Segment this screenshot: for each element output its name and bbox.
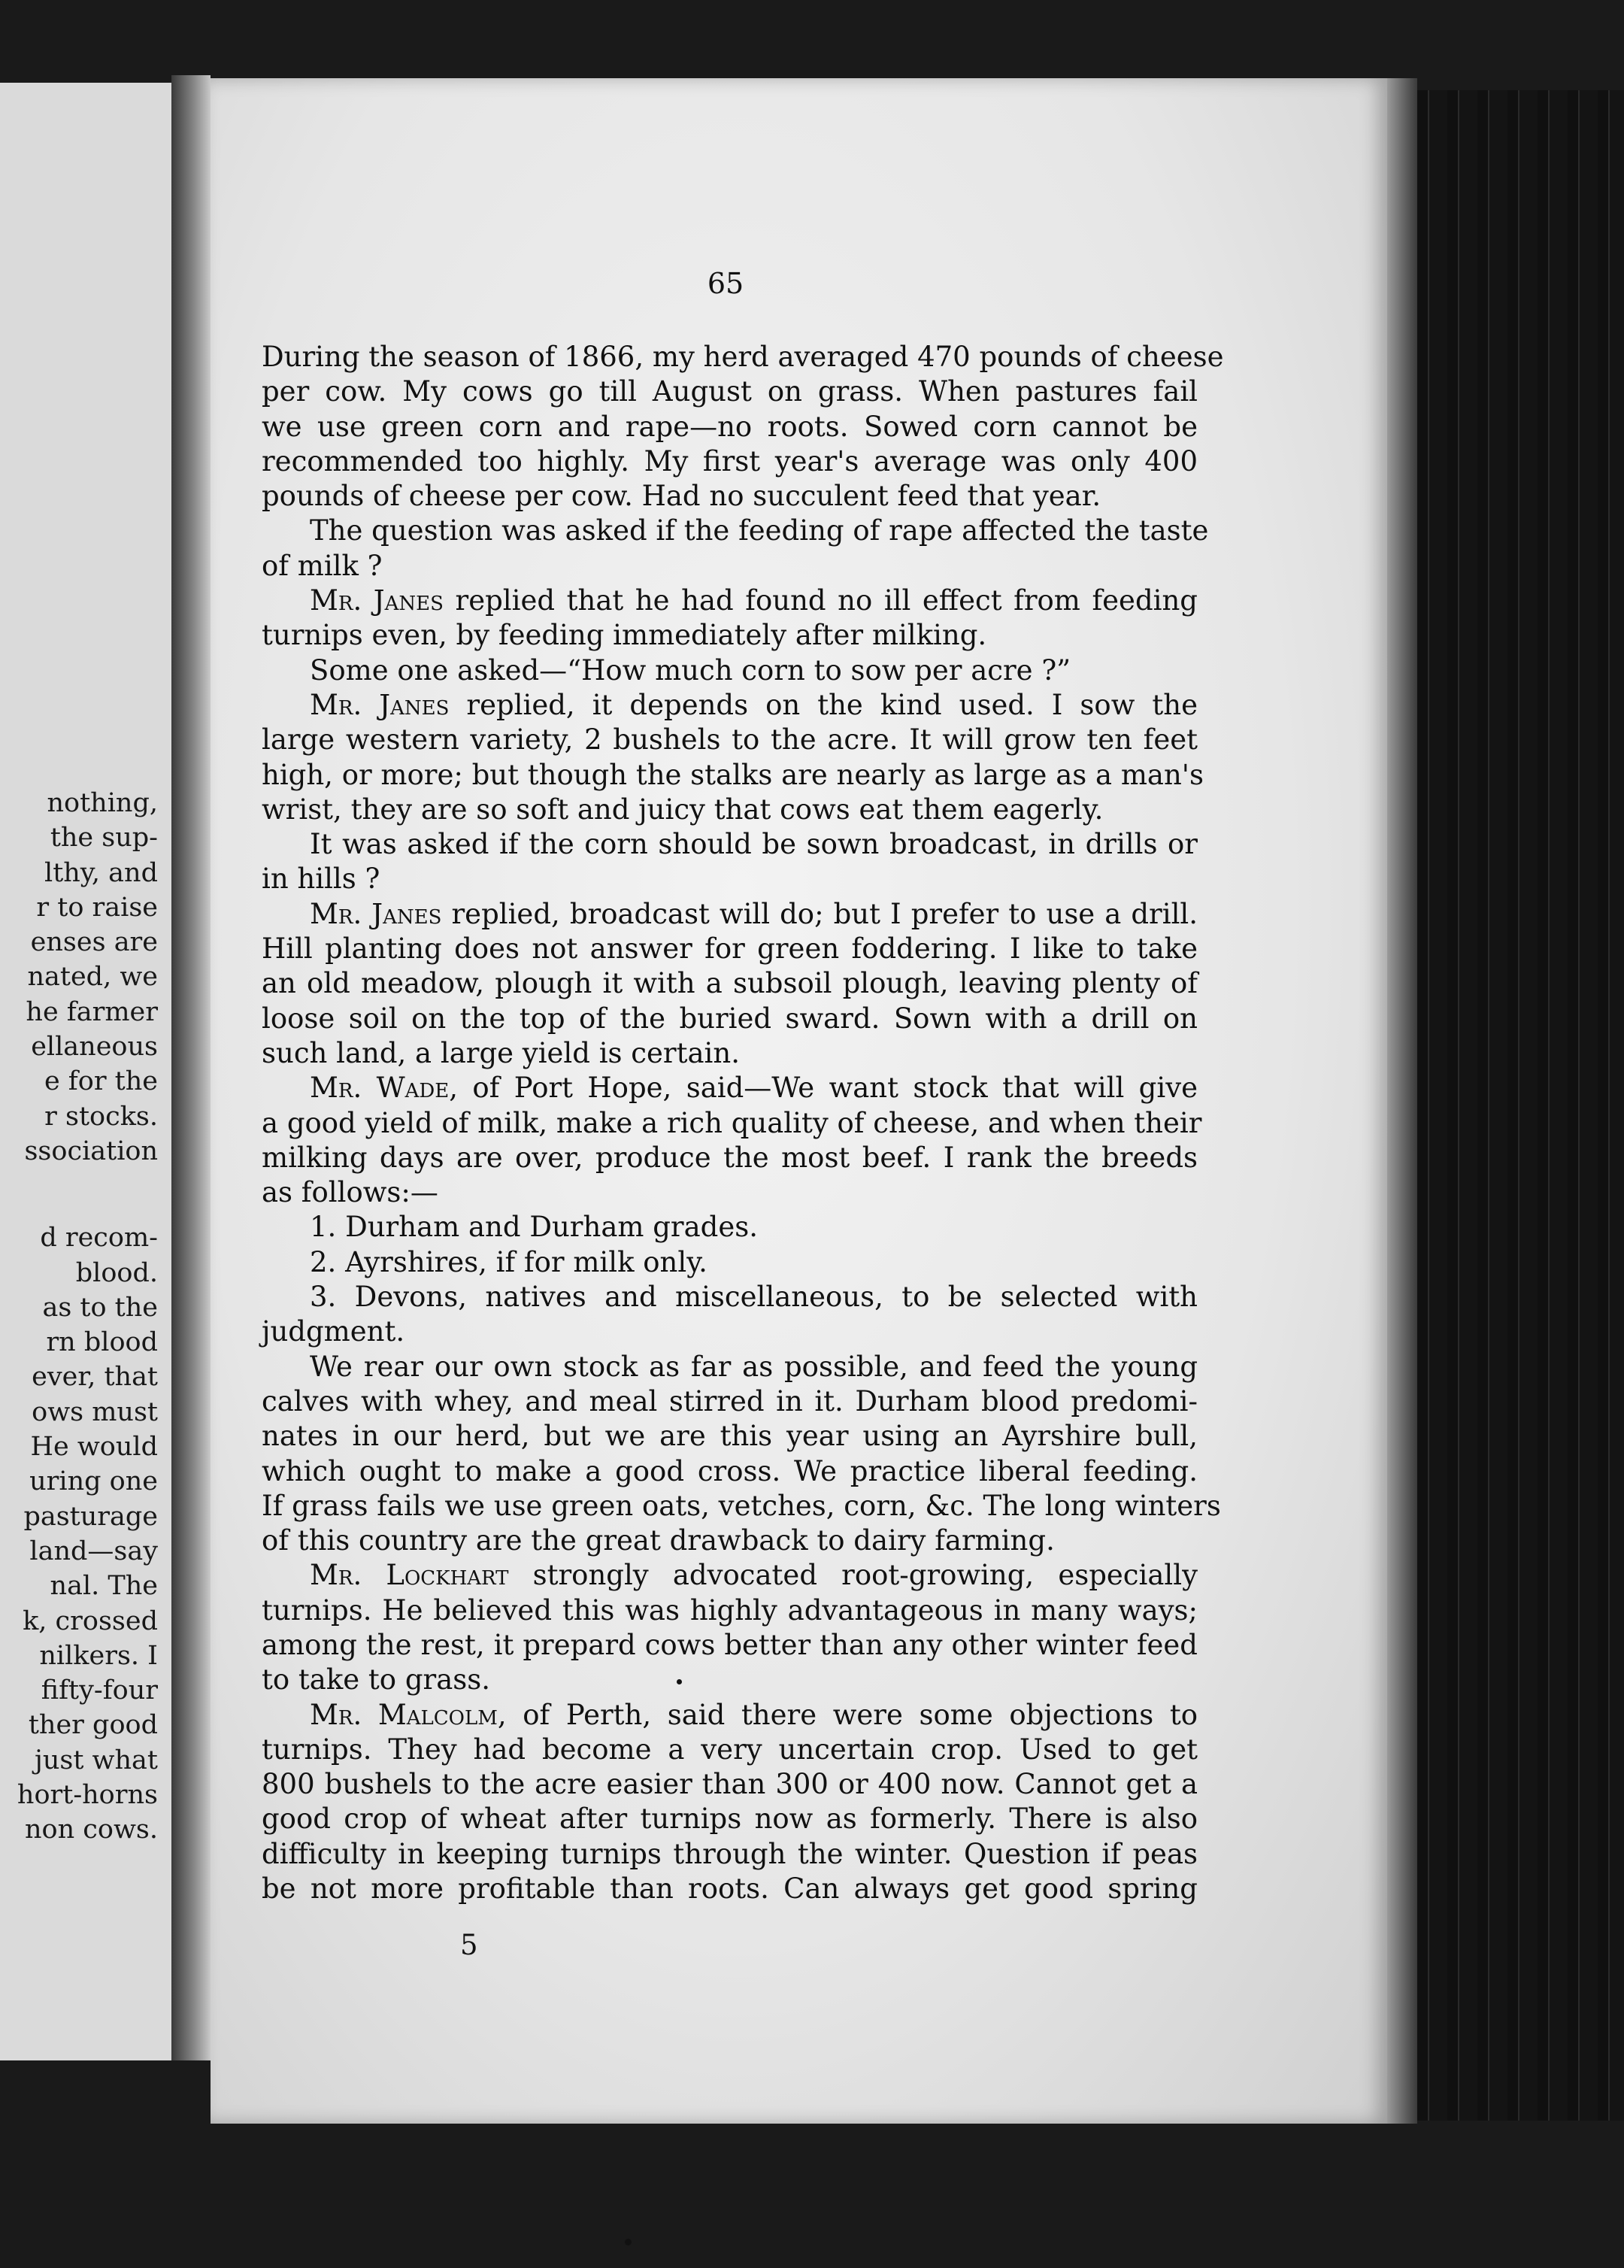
left-page-fragment: fifty-four (41, 1675, 158, 1706)
left-page-fragment: d recom- (40, 1223, 158, 1254)
text-line (262, 897, 1198, 932)
line-text: replied, broadcast will do; but I prefer to use a drill. (441, 897, 1198, 930)
text-line (262, 827, 1198, 862)
line-text: strongly advocated root-growing, especially (508, 1559, 1198, 1592)
text-line (262, 862, 1198, 896)
left-page-fragment: enses are (30, 927, 158, 958)
text-line (262, 1419, 1198, 1454)
text-line (262, 1558, 1198, 1593)
page-number: 65 (707, 267, 744, 300)
line-text: among the rest, it prepard cows better than any other winter feed (262, 1628, 1198, 1661)
text-line (262, 1071, 1198, 1105)
line-text: turnips. They had become a very uncertain crop. Used to get (262, 1733, 1198, 1766)
text-line (262, 1280, 1198, 1314)
text-line (262, 1628, 1198, 1663)
text-line (262, 1837, 1198, 1872)
text-line (262, 340, 1224, 374)
book-spine (1417, 90, 1624, 2121)
line-text: loose soil on the top of the buried sward. Sown with a drill on (262, 1002, 1198, 1035)
line-text: calves with whey, and meal stirred in it. Durham blood predomi- (262, 1384, 1198, 1418)
text-line (262, 966, 1198, 1001)
left-page-fragment: ellaneous (31, 1032, 158, 1063)
text-line (262, 932, 1198, 966)
line-text: , of Port Hope, said—We want stock that will give (449, 1072, 1198, 1105)
left-page-fragment: nothing, (47, 788, 158, 818)
text-line (262, 1245, 1198, 1280)
left-page-fragment: e for the (44, 1066, 158, 1097)
line-text: 800 bushels to the acre easier than 300 or 400 now. Cannot get a (262, 1768, 1198, 1801)
text-line (262, 479, 1198, 514)
line-text: per cow. My cows go till August on grass. When pastures fail (262, 375, 1198, 408)
text-line (262, 444, 1198, 479)
line-text: a good yield of milk, make a rich quality of cheese, and when their (262, 1106, 1202, 1139)
left-page-fragment: he farmer (26, 996, 158, 1027)
left-page-fragment: nilkers. I (39, 1640, 158, 1671)
text-line (262, 653, 1198, 688)
line-text: be not more profitable than roots. Can always get good spring (262, 1872, 1198, 1906)
left-page-fragment: rn blood (46, 1327, 158, 1358)
left-page (0, 83, 176, 2060)
line-text: Hill planting does not answer for green foddering. I like to take (262, 932, 1198, 966)
left-page-fragment: ssociation (24, 1136, 158, 1166)
left-page-fragment: non cows. (25, 1815, 158, 1845)
text-line (262, 1384, 1198, 1419)
line-text: 1. Durham and Durham grades. (310, 1211, 758, 1244)
left-page-fragment: the sup- (50, 823, 158, 854)
line-text: The question was asked if the feeding of rape affected the taste (310, 514, 1209, 547)
line-text: an old meadow, plough it with a subsoil plough, leaving plenty of (262, 967, 1198, 1000)
text-line (262, 1210, 1198, 1245)
line-text: large western variety, 2 bushels to the acre. It will grow ten feet (262, 723, 1198, 757)
text-line (262, 374, 1198, 409)
line-text: difficulty in keeping turnips through the winter. Question if peas (262, 1837, 1198, 1870)
line-text: pounds of cheese per cow. Had no succulent feed that year. (262, 480, 1101, 513)
left-page-fragment: He would (30, 1432, 158, 1463)
ink-speck (677, 1679, 682, 1684)
text-line (262, 1314, 1198, 1349)
left-page-fragment: pasturage (23, 1501, 158, 1532)
text-line (262, 758, 1204, 793)
text-line (262, 584, 1198, 618)
text-line (262, 1106, 1202, 1141)
text-line (262, 1002, 1198, 1036)
text-line (262, 549, 1198, 584)
text-line (262, 1767, 1198, 1802)
text-line (262, 410, 1198, 444)
line-text: to take to grass. (262, 1663, 490, 1696)
text-line (262, 1489, 1221, 1524)
left-page-fragment: lthy, and (44, 857, 158, 888)
left-page-fragment: ther good (28, 1710, 158, 1741)
left-page-fragment: r stocks. (44, 1101, 158, 1132)
text-line (262, 688, 1198, 723)
text-line (262, 1593, 1198, 1628)
signature-mark: 5 (460, 1929, 478, 1961)
left-page-fragment: nal. The (50, 1571, 158, 1602)
text-line (262, 793, 1198, 827)
line-text: Some one asked—“How much corn to sow per acre ?” (310, 653, 1071, 687)
left-page-fragment: land—say (29, 1536, 158, 1566)
line-text: such land, a large yield is certain. (262, 1036, 740, 1069)
line-text: , of Perth, said there were some objections to (497, 1698, 1198, 1731)
left-page-fragment: as to the (42, 1292, 158, 1323)
text-line (262, 1698, 1198, 1733)
text-line (262, 1036, 1198, 1071)
text-line (262, 514, 1209, 548)
left-page-fragment: hort-horns (17, 1780, 158, 1811)
line-text: It was asked if the corn should be sown broadcast, in drills or (310, 828, 1198, 861)
left-page-fragment: nated, we (27, 962, 158, 993)
line-text: If grass fails we use green oats, vetches, corn, &c. The long winters (262, 1489, 1221, 1522)
text-line (262, 1872, 1198, 1906)
text-line (262, 1802, 1198, 1836)
line-text: wrist, they are so soft and juicy that cows eat them eagerly. (262, 793, 1104, 826)
line-text: high, or more; but though the stalks are nearly as large as a man's (262, 758, 1204, 791)
text-line (262, 1350, 1198, 1384)
text-line (262, 1141, 1198, 1175)
line-text: 2. Ayrshires, if for milk only. (310, 1245, 707, 1278)
line-text: During the season of 1866, my herd averaged 470 pounds of cheese (262, 341, 1224, 373)
text-line (262, 1454, 1198, 1489)
text-line (262, 1663, 1198, 1697)
line-text: turnips. He believed this was highly advantageous in many ways; (262, 1593, 1198, 1627)
line-text: 3. Devons, natives and miscellaneous, to be selected with (310, 1281, 1198, 1314)
ink-speck (625, 2239, 632, 2245)
line-text: of milk ? (262, 549, 383, 582)
left-page-fragment: uring one (29, 1466, 158, 1497)
line-text: judgment. (262, 1315, 405, 1348)
left-page-fragment: k, crossed (23, 1605, 158, 1636)
left-page-fragment (0, 1169, 158, 1220)
line-text: as follows:— (262, 1176, 438, 1209)
speaker-name: Mr. Lockhart (310, 1559, 509, 1592)
speaker-name: Mr. Janes (310, 897, 442, 930)
speaker-name: Mr. Wade (310, 1072, 450, 1105)
line-text: milking days are over, produce the most beef. I rank the breeds (262, 1141, 1198, 1174)
speaker-name: Mr. Janes (310, 584, 444, 617)
line-text: recommended too highly. My first year's average was only 400 (262, 444, 1198, 478)
text-line (262, 1524, 1198, 1558)
line-text: nates in our herd, but we are this year using an Ayrshire bull, (262, 1420, 1198, 1453)
text-line (262, 1175, 1198, 1210)
text-line (262, 1733, 1198, 1767)
left-page-fragment: blood. (75, 1257, 158, 1288)
line-text: turnips even, by feeding immediately after milking. (262, 619, 987, 652)
left-page-text (0, 786, 158, 1848)
line-text: We rear our own stock as far as possible, and feed the young (310, 1350, 1198, 1383)
page-body-text (262, 340, 1224, 1906)
line-text: which ought to make a good cross. We practice liberal feeding. (262, 1454, 1198, 1487)
left-page-fragment: just what (35, 1745, 158, 1775)
line-text: of this country are the great drawback to dairy farming. (262, 1524, 1055, 1557)
line-text: we use green corn and rape—no roots. Sowed corn cannot be (262, 410, 1198, 443)
speaker-name: Mr. Janes (310, 688, 450, 721)
left-page-fragment: ever, that (32, 1362, 158, 1393)
page-edge (1387, 78, 1417, 2124)
line-text: in hills ? (262, 863, 380, 896)
line-text: replied that he had found no ill effect from feeding (443, 584, 1198, 617)
line-text: replied, it depends on the kind used. I sow the (449, 688, 1198, 721)
text-line (262, 723, 1198, 757)
book-gutter (171, 75, 211, 2060)
line-text: good crop of wheat after turnips now as formerly. There is also (262, 1803, 1198, 1836)
left-page-fragment: r to raise (36, 892, 158, 923)
speaker-name: Mr. Malcolm (310, 1698, 498, 1731)
text-line (262, 618, 1198, 653)
left-page-fragment: ows must (32, 1396, 158, 1427)
